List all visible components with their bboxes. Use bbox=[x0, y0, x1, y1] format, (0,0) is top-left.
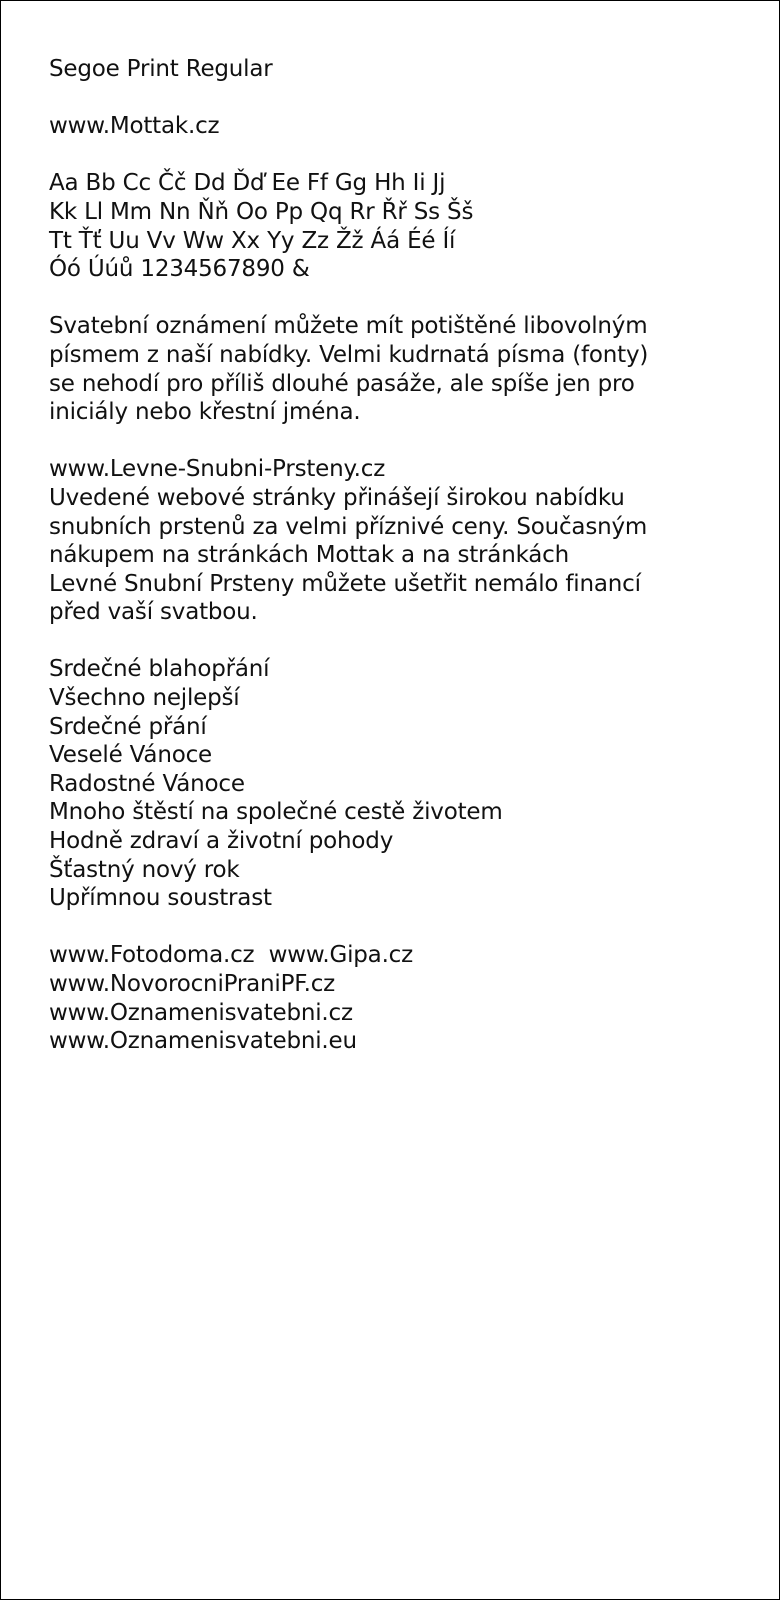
font-title-block bbox=[49, 55, 648, 84]
site-link: www.Mottak.cz bbox=[49, 113, 220, 140]
alphabet-line: Aa Bb Cc Čč Dd Ďď Ee Ff Gg Hh Ii Jj bbox=[49, 170, 446, 197]
greetings-list bbox=[49, 655, 648, 912]
alphabet-line: Óó Úúů 1234567890 & bbox=[49, 256, 310, 283]
paragraph-line: písmem z naší nabídky. Velmi kudrnatá písma (fonty) bbox=[49, 341, 649, 368]
paragraph-line: Uvedené webové stránky přinášejí širokou nabídku bbox=[49, 484, 625, 511]
paragraph-line: www.Levne-Snubni-Prsteny.cz bbox=[49, 456, 386, 483]
alphabet-line: Tt Ťť Uu Vv Ww Xx Yy Zz Žž Áá Éé Íí bbox=[49, 227, 456, 254]
greeting-item: Hodně zdraví a životní pohody bbox=[49, 828, 394, 855]
paragraph-line: Svatební oznámení můžete mít potištěné libovolným bbox=[49, 313, 648, 340]
sample-text bbox=[49, 55, 648, 1084]
paragraph-line: před vaší svatbou. bbox=[49, 599, 258, 626]
greeting-item: Mnoho štěstí na společné cestě životem bbox=[49, 799, 503, 826]
link-line: www.Oznamenisvatebni.eu bbox=[49, 1028, 357, 1055]
paragraph-line: se nehodí pro příliš dlouhé pasáže, ale spíše jen pro bbox=[49, 370, 635, 397]
site-block bbox=[49, 112, 648, 141]
link-line: www.NovorocniPraniPF.cz bbox=[49, 971, 336, 997]
links-list bbox=[49, 941, 648, 1055]
paragraph-1 bbox=[49, 312, 648, 426]
alphabet-block bbox=[49, 169, 648, 283]
paragraph-2 bbox=[49, 455, 648, 627]
paragraph-line: iniciály nebo křestní jména. bbox=[49, 399, 361, 426]
greeting-item: Radostné Vánoce bbox=[49, 770, 245, 797]
paragraph-line: snubních prstenů za velmi příznivé ceny. Současným bbox=[49, 513, 648, 540]
greeting-item: Srdečné blahopřání bbox=[49, 656, 270, 683]
alphabet-line: Kk Ll Mm Nn Ňň Oo Pp Qq Rr Řř Ss Šš bbox=[49, 198, 474, 225]
paragraph-line: nákupem na stránkách Mottak a na stránkách bbox=[49, 542, 570, 569]
font-title: Segoe Print Regular bbox=[49, 56, 273, 82]
greeting-item: Srdečné přání bbox=[49, 713, 207, 740]
greeting-item: Šťastný nový rok bbox=[49, 856, 240, 883]
link-line: www.Oznamenisvatebni.cz bbox=[49, 999, 353, 1026]
greeting-item: Veselé Vánoce bbox=[49, 742, 212, 769]
greeting-item: Všechno nejlepší bbox=[49, 685, 240, 712]
paragraph-line: Levné Snubní Prsteny můžete ušetřit nemálo financí bbox=[49, 570, 641, 597]
greeting-item: Upřímnou soustrast bbox=[49, 885, 272, 912]
link-line: www.Fotodoma.cz www.Gipa.cz bbox=[49, 942, 413, 969]
